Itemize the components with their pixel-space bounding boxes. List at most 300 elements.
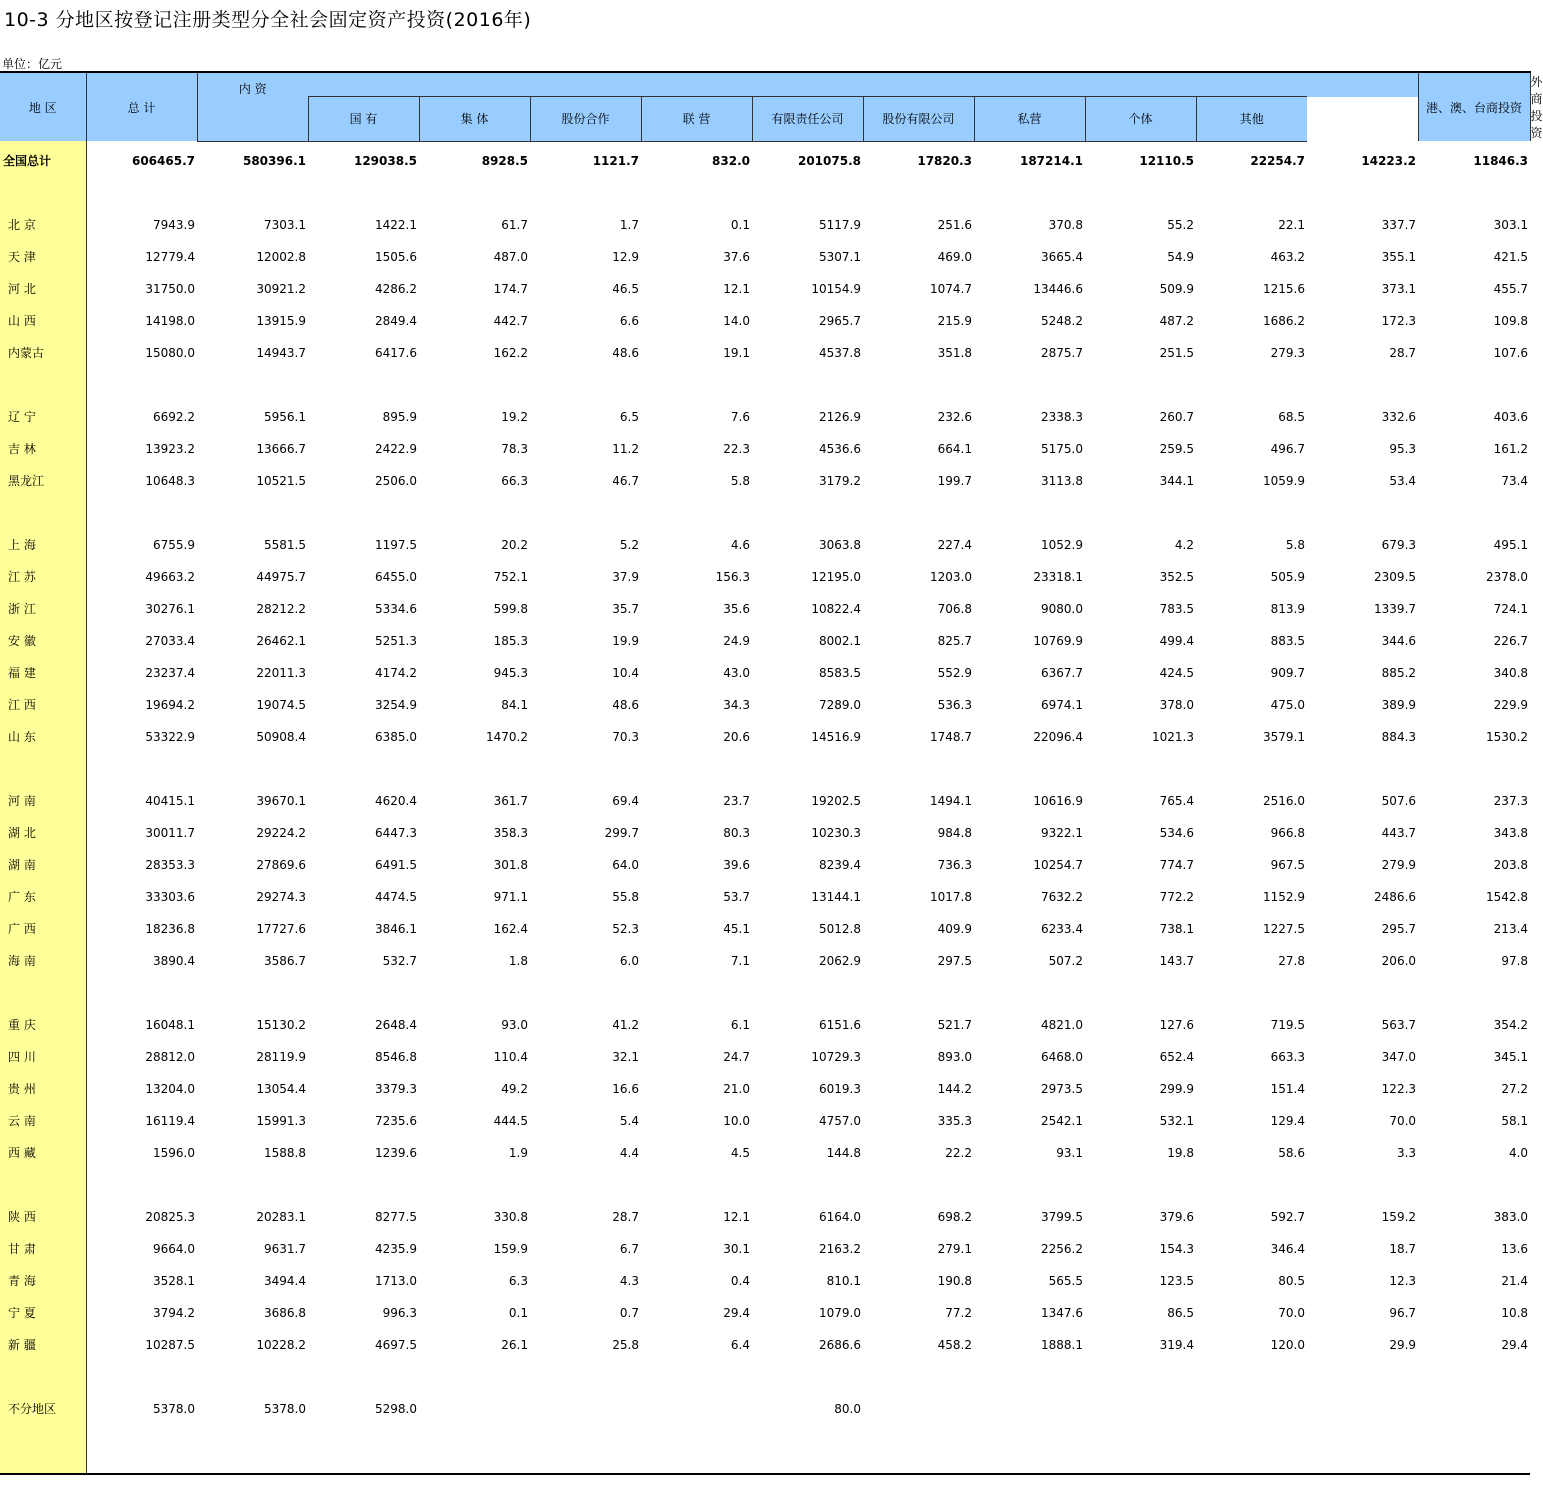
value-cell: 580396.1 [242, 153, 306, 168]
value-cell: 1074.7 [930, 281, 972, 296]
value-cell: 7.6 [730, 409, 750, 424]
value-cell: 2648.4 [375, 1017, 417, 1032]
value-cell: 319.4 [1159, 1337, 1194, 1352]
value-cell: 40415.1 [145, 793, 195, 808]
value-cell: 2486.6 [1374, 889, 1417, 904]
spacer-row [0, 1361, 1530, 1393]
value-cell: 536.3 [937, 697, 972, 712]
value-cell: 2875.7 [1041, 345, 1083, 360]
region-name-cell: 湖 南 [0, 849, 86, 881]
value-cell: 55.8 [612, 889, 639, 904]
value-cell: 10.8 [1501, 1305, 1529, 1320]
spacer-name-cell [0, 977, 86, 1009]
value-cell: 370.8 [1048, 217, 1083, 232]
table-row [0, 913, 1530, 945]
table-row [0, 881, 1530, 913]
region-name-cell: 西 藏 [0, 1137, 86, 1169]
value-cell: 23318.1 [1033, 569, 1083, 584]
value-cell: 21.4 [1501, 1273, 1529, 1288]
value-cell: 5956.1 [264, 409, 306, 424]
value-cell: 895.9 [382, 409, 417, 424]
value-cell: 444.5 [493, 1113, 528, 1128]
header-hmt: 港、澳、台商投资 [1418, 72, 1530, 141]
value-cell: 12002.8 [256, 249, 306, 264]
value-cell: 1347.6 [1041, 1305, 1083, 1320]
value-cell: 6974.1 [1041, 697, 1083, 712]
table-row [0, 1137, 1530, 1169]
value-cell: 16119.4 [145, 1113, 195, 1128]
value-cell: 2849.4 [375, 313, 417, 328]
value-cell: 28119.9 [256, 1049, 306, 1064]
value-cell: 532.1 [1159, 1113, 1194, 1128]
region-name-cell: 上 海 [0, 529, 86, 561]
value-cell: 563.7 [1381, 1017, 1417, 1032]
value-cell: 13666.7 [256, 441, 306, 456]
table-row [0, 689, 1530, 721]
value-cell: 162.4 [493, 921, 528, 936]
value-cell: 77.2 [945, 1305, 972, 1320]
value-cell: 161.2 [1493, 441, 1529, 456]
value-cell: 6.0 [619, 953, 639, 968]
value-cell: 706.8 [937, 601, 972, 616]
value-cell: 13.6 [1501, 1241, 1529, 1256]
value-cell: 68.5 [1278, 409, 1305, 424]
value-cell: 156.3 [715, 569, 750, 584]
value-cell: 3254.9 [375, 697, 417, 712]
value-cell: 37.9 [612, 569, 639, 584]
value-cell: 185.3 [493, 633, 528, 648]
value-cell: 832.0 [712, 153, 750, 168]
value-cell: 4.0 [1508, 1145, 1529, 1160]
spacer-cell [86, 1361, 1530, 1393]
value-cell: 1017.8 [930, 889, 972, 904]
value-cell: 26462.1 [256, 633, 306, 648]
value-cell: 15130.2 [256, 1017, 306, 1032]
value-cell: 35.6 [723, 601, 750, 616]
value-cell: 20.6 [723, 729, 750, 744]
region-name-cell: 江 苏 [0, 561, 86, 593]
value-cell: 30276.1 [145, 601, 195, 616]
value-cell: 3890.4 [153, 953, 195, 968]
value-cell: 9322.1 [1041, 825, 1083, 840]
region-name-cell: 黑龙江 [0, 465, 86, 497]
value-cell: 664.1 [937, 441, 972, 456]
value-cell: 97.8 [1501, 953, 1529, 968]
region-name-cell: 陕 西 [0, 1201, 86, 1233]
value-cell [1085, 1393, 1196, 1425]
value-cell: 552.9 [937, 665, 972, 680]
value-cell [1196, 1393, 1307, 1425]
value-cell: 2062.9 [819, 953, 861, 968]
value-cell: 810.1 [826, 1273, 861, 1288]
value-cell: 495.1 [1493, 537, 1529, 552]
value-cell: 1542.8 [1486, 889, 1529, 904]
value-cell: 455.7 [1493, 281, 1529, 296]
value-cell: 403.6 [1493, 409, 1529, 424]
value-cell: 1079.0 [819, 1305, 861, 1320]
value-cell: 144.2 [937, 1081, 972, 1096]
value-cell: 22.1 [1278, 217, 1305, 232]
value-cell: 22.2 [945, 1145, 972, 1160]
region-name-cell: 广 东 [0, 881, 86, 913]
value-cell: 23237.4 [145, 665, 195, 680]
value-cell: 3.3 [1396, 1145, 1417, 1160]
value-cell: 1.9 [508, 1145, 528, 1160]
value-cell: 201075.8 [797, 153, 861, 168]
value-cell: 5.8 [1285, 537, 1305, 552]
value-cell: 28.7 [612, 1209, 639, 1224]
value-cell: 54.9 [1167, 249, 1194, 264]
value-cell: 6.7 [619, 1241, 639, 1256]
value-cell: 110.4 [493, 1049, 528, 1064]
value-cell: 599.8 [493, 601, 528, 616]
spacer-cell [86, 177, 1530, 209]
value-cell: 3686.8 [264, 1305, 306, 1320]
value-cell: 69.4 [612, 793, 639, 808]
value-cell: 28212.2 [256, 601, 306, 616]
value-cell: 21.0 [723, 1081, 750, 1096]
region-name-cell: 河 南 [0, 785, 86, 817]
value-cell: 129.4 [1270, 1113, 1305, 1128]
header-domestic-blank [308, 72, 1418, 97]
value-cell: 17820.3 [917, 153, 972, 168]
value-cell: 774.7 [1159, 857, 1194, 872]
value-cell: 1052.9 [1041, 537, 1083, 552]
value-cell: 0.4 [730, 1273, 750, 1288]
value-cell: 1494.1 [930, 793, 972, 808]
value-cell [974, 1393, 1085, 1425]
value-cell: 2378.0 [1486, 569, 1529, 584]
value-cell: 66.3 [501, 473, 528, 488]
region-name-cell: 不分地区 [0, 1393, 86, 1425]
value-cell: 3179.2 [819, 473, 861, 488]
value-cell: 10228.2 [256, 1337, 306, 1352]
value-cell: 4.4 [619, 1145, 639, 1160]
value-cell: 1713.0 [375, 1273, 417, 1288]
value-cell: 3794.2 [153, 1305, 195, 1320]
value-cell: 7289.0 [819, 697, 861, 712]
value-cell: 4536.6 [819, 441, 861, 456]
value-cell: 144.8 [826, 1145, 861, 1160]
value-cell: 14943.7 [256, 345, 306, 360]
value-cell: 0.7 [619, 1305, 639, 1320]
value-cell: 4.3 [619, 1273, 639, 1288]
value-cell: 345.1 [1493, 1049, 1529, 1064]
value-cell: 1.8 [508, 953, 528, 968]
table-row [0, 561, 1530, 593]
value-cell: 86.5 [1167, 1305, 1194, 1320]
value-cell: 120.0 [1270, 1337, 1305, 1352]
spacer-name-cell [0, 1361, 86, 1393]
value-cell: 33303.6 [145, 889, 195, 904]
value-cell: 3494.4 [264, 1273, 306, 1288]
value-cell: 43.0 [723, 665, 750, 680]
value-cell: 19694.2 [145, 697, 195, 712]
region-name-cell: 宁 夏 [0, 1297, 86, 1329]
value-cell: 7303.1 [264, 217, 306, 232]
value-cell: 6151.6 [819, 1017, 861, 1032]
value-cell: 2338.3 [1041, 409, 1083, 424]
value-cell: 55.2 [1167, 217, 1194, 232]
value-cell: 159.2 [1381, 1209, 1417, 1224]
value-cell: 64.0 [612, 857, 639, 872]
value-cell: 2973.5 [1041, 1081, 1083, 1096]
value-cell: 229.9 [1493, 697, 1529, 712]
value-cell: 172.3 [1381, 313, 1417, 328]
spacer-name-cell [0, 753, 86, 785]
spacer-cell [86, 753, 1530, 785]
value-cell: 10.0 [723, 1113, 750, 1128]
value-cell: 1.7 [619, 217, 639, 232]
region-name-cell: 贵 州 [0, 1073, 86, 1105]
table-row [0, 1233, 1530, 1265]
value-cell: 159.9 [493, 1241, 528, 1256]
value-cell: 80.5 [1278, 1273, 1305, 1288]
value-cell: 487.0 [493, 249, 528, 264]
value-cell: 1422.1 [375, 217, 417, 232]
value-cell: 8277.5 [375, 1209, 417, 1224]
value-cell: 12779.4 [145, 249, 195, 264]
value-cell: 213.4 [1493, 921, 1529, 936]
value-cell: 24.9 [723, 633, 750, 648]
header-llc: 有限责任公司 [752, 97, 863, 141]
value-cell: 6019.3 [819, 1081, 861, 1096]
value-cell: 0.1 [508, 1305, 528, 1320]
value-cell: 765.4 [1159, 793, 1194, 808]
value-cell: 0.1 [730, 217, 750, 232]
value-cell: 1686.2 [1263, 313, 1305, 328]
value-cell: 4.2 [1174, 537, 1194, 552]
spacer-cell [86, 1169, 1530, 1201]
value-cell: 2126.9 [819, 409, 861, 424]
value-cell: 73.4 [1501, 473, 1529, 488]
value-cell: 813.9 [1270, 601, 1305, 616]
value-cell: 352.5 [1159, 569, 1194, 584]
value-cell: 724.1 [1493, 601, 1529, 616]
header-shareholding: 股份有限公司 [863, 97, 974, 141]
value-cell: 49663.2 [145, 569, 195, 584]
table-row [0, 305, 1530, 337]
value-cell: 12.3 [1389, 1273, 1417, 1288]
region-name-cell: 内蒙古 [0, 337, 86, 369]
spacer-name-cell [0, 177, 86, 209]
value-cell: 19202.5 [811, 793, 861, 808]
value-cell: 10254.7 [1033, 857, 1083, 872]
spacer-row [0, 753, 1530, 785]
value-cell: 3846.1 [375, 921, 417, 936]
header-other: 其他 [1196, 97, 1307, 141]
table-row [0, 721, 1530, 753]
region-name-cell: 天 津 [0, 241, 86, 273]
value-cell: 1530.2 [1486, 729, 1529, 744]
value-cell: 8583.5 [819, 665, 861, 680]
region-name-cell: 辽 宁 [0, 401, 86, 433]
value-cell: 6.4 [730, 1337, 750, 1352]
value-cell: 6455.0 [375, 569, 417, 584]
table-row [0, 1297, 1530, 1329]
table-row [0, 529, 1530, 561]
value-cell: 379.6 [1159, 1209, 1194, 1224]
value-cell: 783.5 [1159, 601, 1194, 616]
value-cell: 19.8 [1167, 1145, 1194, 1160]
spacer-name-cell [0, 1425, 86, 1474]
value-cell: 227.4 [937, 537, 972, 552]
value-cell: 5307.1 [819, 249, 861, 264]
value-cell: 1021.3 [1152, 729, 1194, 744]
value-cell: 893.0 [937, 1049, 972, 1064]
value-cell: 295.7 [1381, 921, 1417, 936]
value-cell: 3063.8 [819, 537, 861, 552]
value-cell: 1505.6 [375, 249, 417, 264]
value-cell: 5334.6 [375, 601, 417, 616]
table-row [0, 465, 1530, 497]
value-cell: 1588.8 [264, 1145, 306, 1160]
value-cell: 534.6 [1159, 825, 1194, 840]
value-cell: 5378.0 [264, 1401, 306, 1416]
value-cell: 606465.7 [131, 153, 195, 168]
value-cell [1418, 1393, 1530, 1425]
value-cell: 14198.0 [145, 313, 195, 328]
value-cell: 521.7 [937, 1017, 972, 1032]
value-cell: 297.5 [937, 953, 972, 968]
value-cell: 698.2 [937, 1209, 972, 1224]
value-cell: 127.6 [1159, 1017, 1194, 1032]
value-cell: 13204.0 [145, 1081, 195, 1096]
value-cell: 719.5 [1270, 1017, 1305, 1032]
header-private: 私营 [974, 97, 1085, 141]
value-cell: 442.7 [493, 313, 528, 328]
value-cell: 389.9 [1381, 697, 1417, 712]
value-cell [1307, 1393, 1418, 1425]
value-cell: 7632.2 [1041, 889, 1083, 904]
value-cell: 41.2 [612, 1017, 639, 1032]
value-cell: 93.0 [501, 1017, 528, 1032]
value-cell: 7943.9 [153, 217, 195, 232]
value-cell: 663.3 [1270, 1049, 1305, 1064]
header-coop: 股份合作 [530, 97, 641, 141]
value-cell: 2686.6 [819, 1337, 861, 1352]
header-state: 国 有 [308, 97, 419, 141]
value-cell: 772.2 [1159, 889, 1194, 904]
value-cell: 19.9 [612, 633, 639, 648]
value-cell: 10287.5 [145, 1337, 195, 1352]
value-cell: 4537.8 [819, 345, 861, 360]
value-cell: 1059.9 [1263, 473, 1305, 488]
value-cell: 232.6 [937, 409, 972, 424]
spacer-row [0, 1425, 1530, 1474]
value-cell: 2516.0 [1263, 793, 1305, 808]
value-cell: 93.1 [1056, 1145, 1083, 1160]
value-cell: 22011.3 [256, 665, 306, 680]
value-cell: 14.0 [723, 313, 750, 328]
value-cell: 70.0 [1389, 1113, 1417, 1128]
spacer-cell [86, 497, 1530, 529]
value-cell: 11846.3 [1473, 153, 1529, 168]
value-cell: 6.3 [508, 1273, 528, 1288]
value-cell: 6233.4 [1041, 921, 1083, 936]
page-title: 10-3 分地区按登记注册类型分全社会固定资产投资(2016年) [4, 9, 532, 31]
value-cell: 5.8 [730, 473, 750, 488]
value-cell: 6385.0 [375, 729, 417, 744]
value-cell: 46.7 [612, 473, 639, 488]
value-cell: 260.7 [1159, 409, 1194, 424]
value-cell: 9664.0 [153, 1241, 195, 1256]
value-cell: 8546.8 [375, 1049, 417, 1064]
value-cell [863, 1393, 974, 1425]
header-collective: 集 体 [419, 97, 530, 141]
value-cell: 409.9 [937, 921, 972, 936]
value-cell: 971.1 [493, 889, 528, 904]
value-cell: 10729.3 [811, 1049, 861, 1064]
value-cell: 475.0 [1270, 697, 1305, 712]
value-cell: 1152.9 [1263, 889, 1305, 904]
value-cell: 303.1 [1493, 217, 1529, 232]
table-row [0, 337, 1530, 369]
table-row [0, 1201, 1530, 1233]
value-cell: 335.3 [937, 1113, 972, 1128]
value-cell: 122.3 [1381, 1081, 1417, 1096]
value-cell: 10616.9 [1033, 793, 1083, 808]
value-cell: 11.2 [612, 441, 639, 456]
spacer-cell [86, 1425, 1530, 1474]
value-cell: 532.7 [382, 953, 417, 968]
value-cell: 129038.5 [353, 153, 417, 168]
value-cell [530, 1393, 641, 1425]
value-cell: 3379.3 [375, 1081, 417, 1096]
value-cell: 28.7 [1389, 345, 1417, 360]
value-cell: 53322.9 [145, 729, 195, 744]
value-cell: 22.3 [723, 441, 750, 456]
value-cell: 13923.2 [145, 441, 195, 456]
spacer-name-cell [0, 369, 86, 401]
value-cell: 10769.9 [1033, 633, 1083, 648]
value-cell: 16.6 [612, 1081, 639, 1096]
value-cell: 885.2 [1381, 665, 1417, 680]
value-cell: 499.4 [1159, 633, 1194, 648]
value-cell: 996.3 [382, 1305, 417, 1320]
value-cell: 4235.9 [375, 1241, 417, 1256]
value-cell: 10.4 [612, 665, 639, 680]
table-row [0, 625, 1530, 657]
value-cell: 340.8 [1493, 665, 1529, 680]
value-cell: 487.2 [1159, 313, 1194, 328]
value-cell: 3113.8 [1041, 473, 1083, 488]
spacer-cell [86, 369, 1530, 401]
header-individual: 个体 [1085, 97, 1196, 141]
value-cell: 458.2 [937, 1337, 972, 1352]
value-cell: 5248.2 [1041, 313, 1083, 328]
value-cell: 421.5 [1493, 249, 1529, 264]
region-name-cell: 江 西 [0, 689, 86, 721]
value-cell: 5012.8 [819, 921, 861, 936]
value-cell: 469.0 [937, 249, 972, 264]
value-cell: 2506.0 [375, 473, 417, 488]
value-cell: 123.5 [1159, 1273, 1194, 1288]
value-cell: 30.1 [723, 1241, 750, 1256]
value-cell: 6.5 [619, 409, 639, 424]
value-cell: 2422.9 [375, 441, 417, 456]
region-name-cell: 新 疆 [0, 1329, 86, 1361]
region-name-cell: 安 徽 [0, 625, 86, 657]
value-cell: 1227.5 [1263, 921, 1305, 936]
table-row [0, 1393, 1530, 1425]
value-cell: 496.7 [1270, 441, 1305, 456]
value-cell: 18236.8 [145, 921, 195, 936]
value-cell: 237.3 [1493, 793, 1529, 808]
value-cell: 909.7 [1270, 665, 1305, 680]
value-cell: 12.1 [723, 281, 750, 296]
value-cell: 14516.9 [811, 729, 861, 744]
